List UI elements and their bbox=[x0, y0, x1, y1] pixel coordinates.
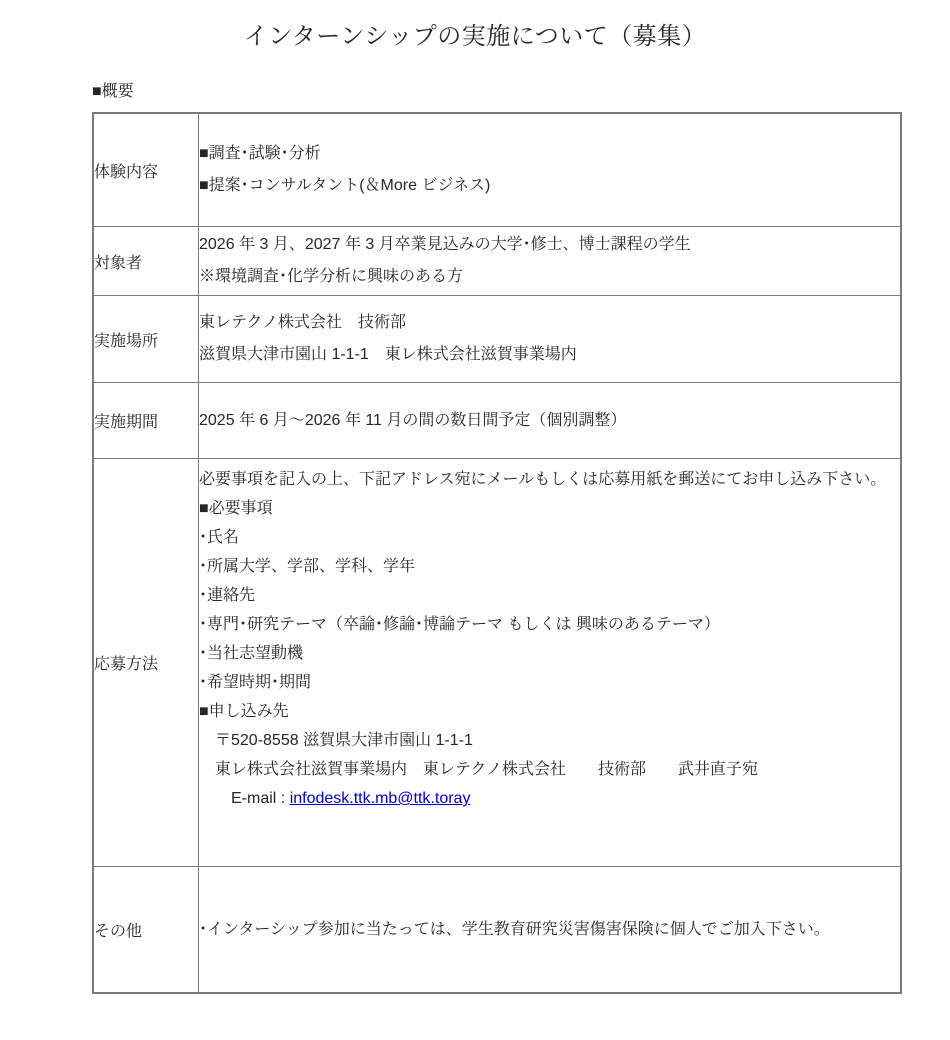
text-line: 東レテクノ株式会社 技術部 bbox=[199, 314, 407, 331]
row-content-application-method bbox=[199, 459, 902, 867]
text-line: 〒520-8558 滋賀県大津市園山 1-1-1 bbox=[199, 732, 473, 749]
table-row-eligible-applicants bbox=[93, 227, 901, 296]
text-line: ■必要事項 bbox=[199, 500, 273, 517]
table-row-other-notes bbox=[93, 867, 901, 994]
text-line: ■提案･コンサルタント(＆More ビジネス) bbox=[199, 177, 491, 194]
row-label-application-method: 応募方法 bbox=[93, 459, 199, 867]
row-content-other-notes bbox=[199, 867, 902, 994]
row-content-location bbox=[199, 296, 902, 383]
text-line: 2026 年 3 月、2027 年 3 月卒業見込みの大学･修士、博士課程の学生 bbox=[199, 236, 691, 253]
text-line: ･専門･研究テーマ（卒論･修論･博論テーマ もしくは 興味のあるテーマ） bbox=[199, 616, 720, 633]
text-line: 滋賀県大津市園山 1-1-1 東レ株式会社滋賀事業場内 bbox=[199, 346, 577, 363]
text-line bbox=[199, 784, 900, 813]
text-line: 東レ株式会社滋賀事業場内 東レテクノ株式会社 技術部 武井直子宛 bbox=[199, 761, 759, 778]
text-line: ■申し込み先 bbox=[199, 703, 289, 720]
text-line: ※環境調査･化学分析に興味のある方 bbox=[199, 268, 464, 285]
table-row-application-method bbox=[93, 459, 901, 867]
text-line: ･インターシップ参加に当たっては、学生教育研究災害傷害保険に個人でご加入下さい。 bbox=[199, 920, 830, 938]
text-line: ･所属大学、学部、学科、学年 bbox=[199, 558, 416, 575]
email-label: E-mail : bbox=[199, 790, 290, 807]
internship-notice-page bbox=[0, 16, 950, 1040]
table-row-experience-content bbox=[93, 113, 901, 227]
overview-table-body bbox=[93, 113, 901, 993]
row-content-eligible-applicants bbox=[199, 227, 902, 296]
table-row-location bbox=[93, 296, 901, 383]
text-line: ■調査･試験･分析 bbox=[199, 145, 321, 162]
row-label-period: 実施期間 bbox=[93, 383, 199, 459]
text-line: ･希望時期･期間 bbox=[199, 674, 312, 691]
text-line: ･連絡先 bbox=[199, 587, 256, 604]
email-link[interactable]: infodesk.ttk.mb@ttk.toray bbox=[289, 790, 471, 807]
row-label-experience-content: 体験内容 bbox=[93, 113, 199, 227]
row-content-experience-content bbox=[199, 113, 902, 227]
table-row-period bbox=[93, 383, 901, 459]
section-heading-overview: ■概要 bbox=[92, 83, 134, 100]
row-label-eligible-applicants: 対象者 bbox=[93, 227, 199, 296]
text-line: 必要事項を記入の上、下記アドレス宛にメールもしくは応募用紙を郵送にてお申し込み下さい。 bbox=[199, 471, 887, 488]
text-line: 2025 年 6 月～2026 年 11 月の間の数日間予定（個別調整） bbox=[199, 411, 627, 429]
row-label-other-notes: その他 bbox=[93, 867, 199, 994]
overview-table bbox=[92, 112, 902, 994]
row-label-location: 実施場所 bbox=[93, 296, 199, 383]
page-title: インターンシップの実施について（募集） bbox=[243, 23, 707, 50]
text-line: ･当社志望動機 bbox=[199, 645, 304, 662]
text-line: ･氏名 bbox=[199, 529, 240, 546]
row-content-period bbox=[199, 383, 902, 459]
